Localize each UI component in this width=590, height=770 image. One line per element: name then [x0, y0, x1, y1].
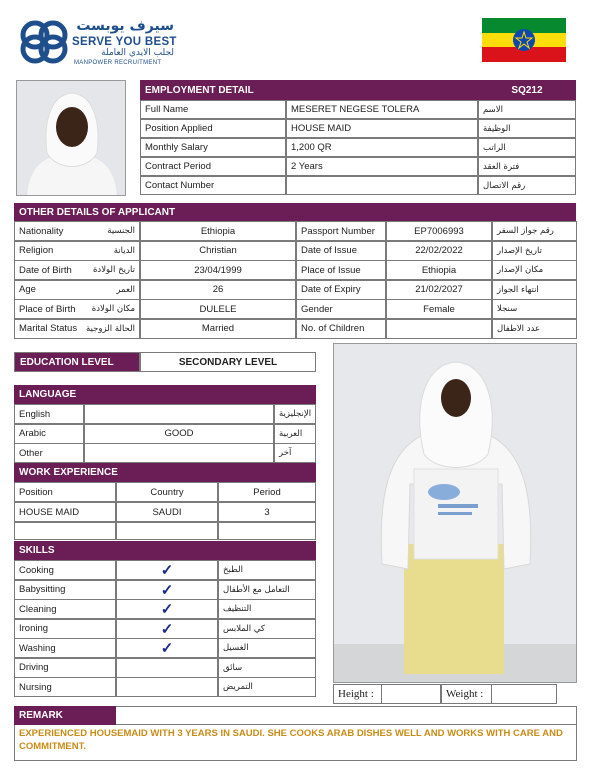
other-right-value-text: 22/02/2022 [415, 245, 463, 256]
employment-arabic-label [478, 157, 576, 176]
education-level-label [14, 352, 140, 372]
height-field[interactable] [381, 684, 441, 704]
employment-label-text: Full Name [145, 104, 189, 115]
work-empty-cell[interactable] [116, 522, 218, 540]
other-left-arabic-label: العمر [116, 284, 135, 295]
weight-field[interactable] [491, 684, 557, 704]
language-arabic-label [274, 424, 316, 444]
employment-detail-header [140, 80, 478, 100]
work-empty-cell[interactable] [218, 522, 316, 540]
skill-arabic-label-text: الطبخ [223, 565, 243, 575]
other-right-label-text: Date of Expiry [301, 284, 361, 295]
other-left-value-text: Ethiopia [200, 225, 236, 237]
skill-arabic-label [218, 638, 316, 658]
employment-value-text: HOUSE MAID [291, 123, 352, 134]
other-details-header [14, 203, 576, 221]
skill-label-text: Ironing [19, 623, 49, 634]
remark-header-line [116, 706, 577, 725]
employment-label-text: Contract Period [145, 161, 212, 172]
employment-value[interactable] [286, 119, 478, 138]
skill-label [14, 658, 116, 678]
reference-code [478, 80, 576, 100]
education-level-value [140, 352, 316, 372]
employment-label [140, 157, 286, 176]
work-column-header [218, 482, 316, 502]
language-level[interactable] [84, 404, 274, 424]
remark-title: REMARK [19, 710, 63, 721]
height-label-text: Height : [338, 688, 374, 700]
other-right-label [296, 299, 386, 319]
remark-text: EXPERIENCED HOUSEMAID WITH 3 YEARS IN SAUDI. SHE COOKS ARAB DISHES WELL AND WORKS WITH CARE AND COMMITMENT. [19, 728, 563, 752]
skill-label-text: Cooking [19, 564, 54, 576]
other-left-value-text: 26 [212, 284, 224, 295]
other-right-value[interactable] [386, 299, 492, 319]
skill-arabic-label-text: التعامل مع الأطفال [223, 584, 290, 595]
language-level-text: GOOD [164, 428, 194, 439]
skills-title: SKILLS [19, 545, 55, 556]
other-left-label-text: Date of Birth [19, 264, 72, 276]
work-column-header-text: Position [19, 486, 53, 498]
skill-checkbox[interactable] [116, 580, 218, 600]
other-right-value-text: 21/02/2027 [415, 284, 463, 295]
skill-label [14, 599, 116, 619]
checkmark-icon: ✓ [160, 601, 174, 618]
other-left-arabic-label: مكان الولادة [91, 304, 135, 314]
skill-label [14, 677, 116, 697]
skill-arabic-label [218, 599, 316, 619]
other-left-value[interactable] [140, 319, 296, 339]
skill-label [14, 638, 116, 658]
work-country-cell-text: SAUDI [152, 506, 182, 518]
work-period-cell-text: 3 [264, 506, 270, 518]
weight-label-text: Weight : [446, 688, 484, 700]
skill-label-text: Nursing [19, 681, 52, 693]
other-right-arabic-label [492, 280, 577, 300]
employment-arabic-label [478, 138, 576, 157]
employment-label-text: Position Applied [145, 123, 213, 134]
other-left-arabic-label: الجنسية [107, 226, 135, 236]
other-left-label-text: Religion [19, 245, 54, 256]
skills-header [14, 541, 316, 560]
skill-label-text: Driving [19, 662, 49, 673]
other-right-arabic-label-text: مكان الإصدار [497, 265, 544, 275]
other-left-value[interactable] [140, 280, 296, 300]
other-right-arabic-label [492, 241, 577, 261]
skill-label [14, 619, 116, 639]
company-logo [18, 18, 178, 68]
employment-arabic-label-text: الراتب [483, 142, 506, 153]
skill-checkbox[interactable] [116, 677, 218, 697]
other-right-arabic-label-text: سنجلا [497, 304, 518, 314]
other-right-label [296, 280, 386, 300]
other-left-label [14, 299, 140, 319]
skill-label [14, 580, 116, 600]
employment-label [140, 138, 286, 157]
other-right-value[interactable] [386, 280, 492, 300]
skill-arabic-label-text: التمريض [223, 682, 253, 692]
other-right-arabic-label [492, 221, 577, 241]
language-title: LANGUAGE [19, 389, 77, 400]
checkmark-icon: ✓ [160, 581, 174, 599]
language-label [14, 404, 84, 424]
other-right-value[interactable] [386, 221, 492, 241]
other-right-arabic-label-text: انتهاء الجواز [497, 284, 539, 295]
employment-value[interactable] [286, 138, 478, 157]
other-left-value[interactable] [140, 221, 296, 241]
employment-value[interactable] [286, 157, 478, 176]
other-right-arabic-label [492, 299, 577, 319]
other-left-label [14, 319, 140, 339]
skill-checkbox[interactable] [116, 599, 218, 619]
other-right-label-text: No. of Children [301, 323, 365, 334]
employment-label [140, 119, 286, 138]
employment-arabic-label-text: الاسم [483, 104, 503, 115]
employment-value-text: 2 Years [291, 161, 323, 172]
education-level-title: EDUCATION LEVEL [20, 356, 114, 368]
skill-label-text: Babysitting [19, 584, 66, 595]
other-right-arabic-label-text: تاريخ الإصدار [497, 245, 542, 256]
employment-arabic-label [478, 119, 576, 138]
skill-label-text: Cleaning [19, 603, 57, 615]
skill-arabic-label-text: سائق [223, 662, 243, 673]
other-right-label [296, 319, 386, 339]
other-right-value-text: EP7006993 [414, 225, 464, 237]
other-left-label-text: Nationality [19, 225, 64, 237]
skill-label [14, 560, 116, 580]
other-left-label [14, 221, 140, 241]
language-header [14, 385, 316, 404]
language-label [14, 424, 84, 444]
checkmark-icon: ✓ [160, 620, 174, 638]
other-left-value-text: Married [201, 323, 235, 334]
other-left-label-text: Place of Birth [19, 303, 76, 315]
skill-checkbox[interactable] [116, 619, 218, 639]
employment-label-text: Monthly Salary [145, 142, 208, 153]
employment-value-text: MESERET NEGESE TOLERA [291, 104, 420, 115]
language-arabic-label-text: الإنجليزية [279, 409, 312, 419]
brand-name: SERVE YOU BEST [72, 36, 177, 48]
other-right-arabic-label [492, 319, 577, 339]
skill-arabic-label [218, 619, 316, 639]
work-position-cell[interactable] [14, 502, 116, 522]
skill-label-text: Washing [19, 642, 56, 654]
work-column-header-text: Period [253, 486, 281, 498]
work-country-cell[interactable] [116, 502, 218, 522]
work-column-header-text: Country [150, 486, 184, 498]
logo-knot-icon [18, 18, 70, 66]
other-left-value[interactable] [140, 299, 296, 319]
language-label [14, 443, 84, 463]
remark-box [14, 725, 577, 761]
other-right-value[interactable] [386, 241, 492, 261]
other-left-value-text: DULELE [199, 303, 237, 315]
employment-label [140, 100, 286, 119]
other-details-title: OTHER DETAILS OF APPLICANT [19, 206, 176, 218]
other-right-label-text: Gender [301, 303, 333, 315]
skill-checkbox[interactable] [116, 560, 218, 580]
employment-arabic-label-text: الوظيفة [483, 123, 511, 134]
language-level[interactable] [84, 443, 274, 463]
ethiopia-flag-icon [482, 18, 566, 62]
employment-arabic-label-text: رقم الاتصال [483, 180, 526, 191]
other-left-arabic-label: الديانة [113, 245, 135, 256]
employment-label-text: Contact Number [145, 180, 215, 191]
other-left-label [14, 241, 140, 261]
employment-value[interactable] [286, 176, 478, 195]
work-position-cell-text: HOUSE MAID [19, 506, 80, 518]
other-left-value[interactable] [140, 260, 296, 280]
employment-label [140, 176, 286, 195]
brand-tagline: MANPOWER RECRUITMENT [74, 60, 162, 66]
reference-code-value: SQ212 [511, 84, 543, 96]
skill-arabic-label [218, 560, 316, 580]
work-column-header [14, 482, 116, 502]
other-right-value-text: Female [423, 303, 455, 315]
brand-arabic-name: سيرف يوبست [76, 18, 174, 34]
employment-value[interactable] [286, 100, 478, 119]
language-label-text: Other [19, 447, 43, 459]
other-right-arabic-label [492, 260, 577, 280]
work-experience-header [14, 463, 316, 482]
other-left-value-text: 23/04/1999 [194, 264, 242, 276]
other-right-label-text: Date of Issue [301, 245, 357, 256]
work-column-header [116, 482, 218, 502]
employment-arabic-label [478, 100, 576, 119]
work-period-cell[interactable] [218, 502, 316, 522]
language-label-text: Arabic [19, 428, 46, 439]
other-right-value[interactable] [386, 260, 492, 280]
employment-arabic-label [478, 176, 576, 195]
work-experience-title: WORK EXPERIENCE [19, 467, 118, 478]
skill-checkbox[interactable] [116, 658, 218, 678]
other-right-label [296, 260, 386, 280]
checkmark-icon: ✓ [160, 640, 174, 657]
skill-checkbox[interactable] [116, 638, 218, 658]
other-right-label-text: Passport Number [301, 225, 375, 237]
language-arabic-label [274, 404, 316, 424]
language-arabic-label-text: آخر [279, 448, 292, 458]
skill-arabic-label-text: التنظيف [223, 604, 252, 614]
other-left-label-text: Marital Status [19, 323, 78, 334]
other-left-label [14, 280, 140, 300]
other-right-arabic-label-text: عدد الاطفال [497, 323, 541, 334]
skill-arabic-label [218, 580, 316, 600]
other-left-value-text: Christian [199, 245, 237, 256]
skill-arabic-label-text: كي الملابس [223, 623, 265, 634]
weight-label [441, 684, 491, 704]
employment-detail-title: EMPLOYMENT DETAIL [145, 84, 254, 96]
other-left-arabic-label: تاريخ الولادة [92, 265, 135, 275]
other-left-label-text: Age [19, 284, 36, 295]
other-right-label-text: Place of Issue [301, 264, 361, 276]
employment-arabic-label-text: فترة العقد [483, 161, 520, 172]
education-level-text: SECONDARY LEVEL [178, 356, 278, 368]
other-left-value[interactable] [140, 241, 296, 261]
applicant-portrait-photo [16, 80, 126, 196]
other-right-value[interactable] [386, 319, 492, 339]
skill-arabic-label [218, 677, 316, 697]
other-right-value-text: Ethiopia [421, 264, 457, 276]
other-left-label [14, 260, 140, 280]
other-right-arabic-label-text: رقم جواز السفر [497, 226, 554, 236]
other-left-arabic-label: الحالة الزوجية [86, 323, 135, 334]
language-arabic-label-text: العربية [279, 428, 303, 439]
work-empty-cell[interactable] [14, 522, 116, 540]
other-right-label [296, 221, 386, 241]
language-arabic-label [274, 443, 316, 463]
other-right-label [296, 241, 386, 261]
height-label [333, 684, 381, 704]
brand-arabic-tagline: لجلب الايدي العاملة [101, 48, 174, 58]
remark-header [14, 706, 116, 725]
checkmark-icon: ✓ [160, 562, 174, 579]
skill-arabic-label [218, 658, 316, 678]
applicant-full-body-photo [333, 343, 577, 683]
employment-value-text: 1,200 QR [291, 142, 332, 153]
language-level[interactable] [84, 424, 274, 444]
skill-arabic-label-text: الغسيل [223, 643, 249, 653]
language-label-text: English [19, 408, 51, 420]
